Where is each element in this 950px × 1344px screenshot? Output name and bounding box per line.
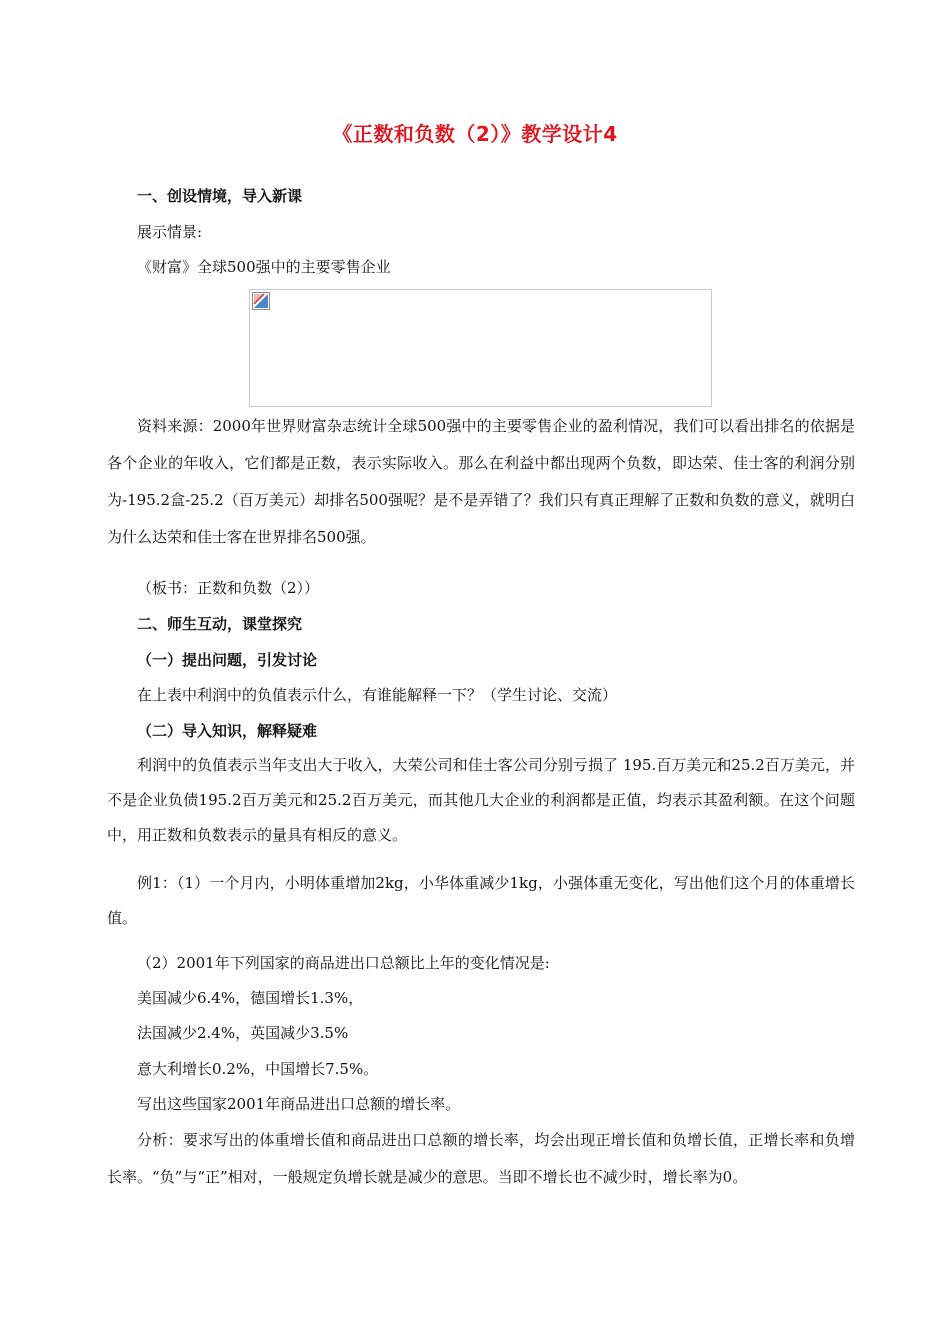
image-caption: 《财富》全球500强中的主要零售企业 — [137, 258, 391, 276]
analysis-paragraph: 分析：要求写出的体重增长值和商品进出口总额的增长率，均会出现正增长值和负增长值，正增长率和负增长率。“负”与“正”相对，一般规定负增长就是减少的意思。当即不增长也不减少时，增长率为0。 — [107, 1131, 855, 1186]
board-note: （板书：正数和负数（2）） — [137, 579, 320, 597]
data-line-it-cn: 意大利增长0.2%，中国增长7.5%。 — [137, 1060, 379, 1078]
intro-text: 展示情景: — [137, 223, 203, 241]
example-1: 例1：（1）一个月内，小明体重增加2kg，小华体重减少1kg，小强体重无变化，写出他们这个月的体重增长值。 — [107, 874, 855, 927]
discussion-question: 在上表中利润中的负值表示什么，有谁能解释一下？（学生讨论、交流） — [137, 686, 618, 704]
subsection-1-heading: （一）提出问题，引发讨论 — [137, 651, 318, 669]
subsection-2-heading: （二）导入知识，解释疑难 — [137, 722, 318, 740]
source-paragraph: 资料来源：2000年世界财富杂志统计全球500强中的主要零售企业的盈利情况，我们可以看出排名的依据是各个企业的年收入，它们都是正数，表示实际收入。那么在利益中都出现两个负数，即达荣、佳士客的利润分别为-195.2盒-25.2（百万美元）却排名500强呢？是不是弄错了？我们只有真正理解了正数和负数的意义，就明白为什么达荣和佳士客在世界排名500强。 — [107, 417, 855, 546]
section-2-heading: 二、师生互动，课堂探究 — [137, 615, 303, 633]
explanation-paragraph: 利润中的负值表示当年支出大于收入，大荣公司和佳士客公司分别亏损了 195.百万美元和25.2百万美元，并不是企业负债195.2百万美元和25.2百万美元，而其他几大企业的利润都是正值，均表示其盈利额。在这个问题中，用正数和负数表示的量具有相反的意义。 — [107, 756, 855, 844]
task-text: 写出这些国家2001年商品进出口总额的增长率。 — [137, 1095, 461, 1113]
broken-image-icon — [252, 292, 270, 310]
data-line-us-de: 美国减少6.4%，德国增长1.3%， — [137, 989, 364, 1007]
data-line-fr-uk: 法国减少2.4%，英国减少3.5% — [137, 1024, 349, 1042]
example-2-intro: （2）2001年下列国家的商品进出口总额比上年的变化情况是: — [137, 954, 550, 972]
document-title: 《正数和负数（2）》教学设计4 — [332, 122, 618, 146]
section-1-heading: 一、创设情境，导入新课 — [137, 187, 303, 205]
embedded-image-placeholder — [249, 289, 712, 407]
